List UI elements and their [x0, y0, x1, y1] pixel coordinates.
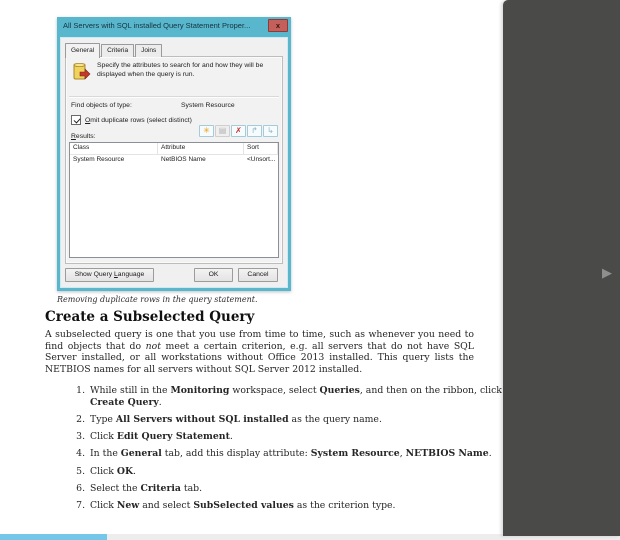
close-icon: x: [275, 21, 281, 30]
next-page-arrow-icon[interactable]: ▶: [602, 266, 612, 281]
results-row: [71, 125, 278, 140]
find-objects-value: System Resource: [181, 102, 235, 109]
dialog-body: [57, 34, 291, 291]
query-attributes-icon: [71, 62, 91, 82]
column-header[interactable]: Sort: [244, 143, 278, 154]
tab-general[interactable]: General: [65, 43, 100, 58]
dialog-description: Specify the attributes to search for and how they will be displayed when the query is run.: [97, 62, 264, 78]
checkbox-icon[interactable]: [71, 115, 81, 125]
omit-duplicates-row[interactable]: [71, 115, 192, 125]
next-page-panel[interactable]: [503, 0, 620, 536]
results-toolbar: [199, 125, 278, 137]
step-item: 6. Select the Criteria tab.: [88, 483, 517, 495]
figure-caption: Removing duplicate rows in the query statement.: [57, 295, 258, 304]
separator: [69, 96, 279, 98]
progress-fill: [0, 534, 107, 540]
edit-attribute-icon[interactable]: ▤: [215, 125, 230, 137]
tab-joins[interactable]: Joins: [135, 44, 162, 57]
show-query-language-button[interactable]: Show Query Language: [65, 268, 154, 282]
step-item: 3. Click Edit Query Statement.: [88, 431, 517, 443]
table-row[interactable]: [70, 155, 278, 165]
omit-duplicates-label: Omit duplicate rows (select distinct): [85, 116, 192, 124]
query-statement-properties-dialog: [57, 17, 291, 291]
dialog-titlebar[interactable]: [57, 17, 291, 34]
sort-descending-icon[interactable]: ↳: [263, 125, 278, 137]
step-item: 5. Click OK.: [88, 466, 517, 478]
step-item: 1. While still in the Monitoring workspace, select Queries, and then on the ribbon, click Create Query.: [88, 385, 517, 408]
general-tab-panel: [65, 56, 283, 264]
section-heading: Create a Subselected Query: [45, 309, 255, 325]
dialog-tabs: [65, 42, 163, 57]
cancel-button[interactable]: Cancel: [238, 268, 278, 282]
results-label: Results:: [71, 133, 96, 140]
results-body: [70, 155, 278, 165]
steps-list: [45, 385, 517, 517]
description-row: [71, 62, 278, 82]
sort-ascending-icon[interactable]: ↱: [247, 125, 262, 137]
dialog-title: All Servers with SQL installed Query Statement Proper...: [63, 21, 251, 30]
tab-criteria[interactable]: Criteria: [101, 44, 134, 57]
results-table: [69, 142, 279, 258]
find-objects-row: [71, 102, 278, 112]
column-header[interactable]: Attribute: [158, 143, 244, 154]
cell: <Unsort...: [247, 156, 276, 163]
remove-attribute-icon[interactable]: ✗: [231, 125, 246, 137]
step-item: 4. In the General tab, add this display attribute: System Resource, NETBIOS Name.: [88, 448, 517, 460]
step-item: 7. Click New and select SubSelected values as the criterion type.: [88, 500, 517, 512]
new-attribute-icon[interactable]: ✳: [199, 125, 214, 137]
ok-button[interactable]: OK: [194, 268, 233, 282]
close-button[interactable]: [268, 19, 288, 32]
find-objects-label: Find objects of type:: [71, 102, 132, 109]
section-paragraph: A subselected query is one that you use from time to time, such as whenever you need to find objects that do not meet a certain criterion, e.g. all servers that do not have SQL Server installed, or all workstations without Office 2013 installed. This query lists the NETBIOS names for all servers without SQL Server 2012 installed.: [45, 329, 474, 376]
column-header[interactable]: Class: [70, 143, 158, 154]
cell: System Resource: [73, 156, 125, 163]
cell: NetBIOS Name: [161, 156, 206, 163]
step-item: 2. Type All Servers without SQL installed as the query name.: [88, 414, 517, 426]
results-header-row: [70, 143, 278, 155]
